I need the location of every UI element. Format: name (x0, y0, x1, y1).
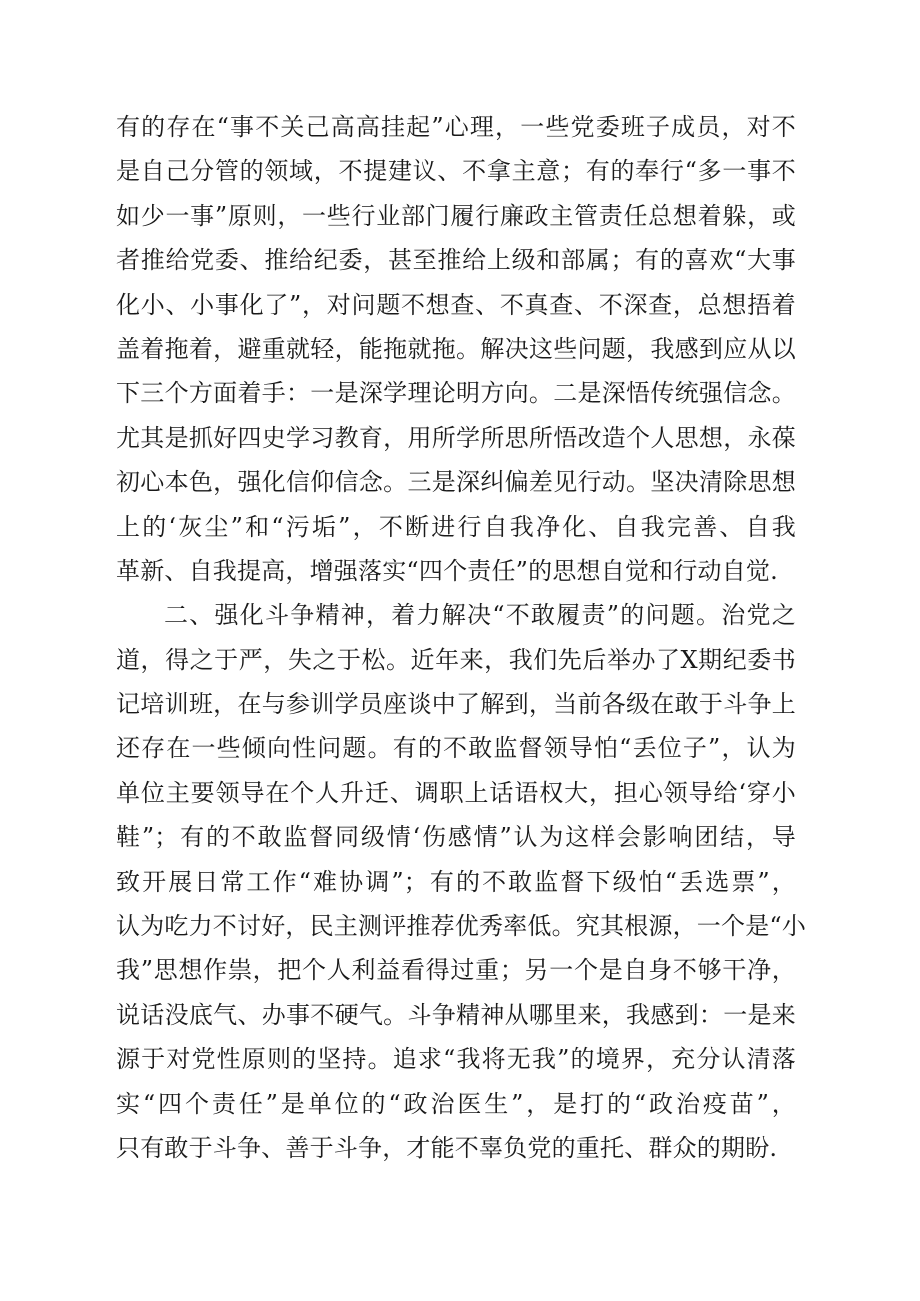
paragraph-line: 单位主要领导在个人升迁、调职上话语权大，担心领导给‘穿小 (116, 778, 796, 807)
paragraph-2 (116, 593, 807, 1170)
body-text (116, 105, 807, 1170)
paragraph-line: 实“四个责任”是单位的“政治医生”，是打的“政治疫苗”， (116, 1089, 796, 1118)
paragraph-line: 初心本色，强化信仰信念。三是深纠偏差见行动。坚决清除思想 (116, 468, 796, 497)
paragraph-line: 下三个方面着手：一是深学理论明方向。二是深悟传统强信念。 (116, 379, 796, 408)
paragraph-1 (116, 105, 796, 593)
paragraph-line: 者推给党委、推给纪委，甚至推给上级和部属；有的喜欢“大事 (116, 246, 796, 275)
paragraph-line: 说话没底气、办事不硬气。斗争精神从哪里来，我感到：一是来 (116, 1000, 796, 1029)
paragraph-line: 有的存在“事不关己高高挂起”心理，一些党委班子成员，对不 (116, 113, 796, 141)
paragraph-line: 我”思想作祟，把个人利益看得过重；另一个是自身不够干净， (116, 956, 796, 985)
paragraph-line: 革新、自我提高，增强落实“四个责任”的思想自觉和行动自觉. (116, 556, 778, 585)
paragraph-line: 认为吃力不讨好，民主测评推荐优秀率低。究其根源，一个是“小 (116, 912, 807, 941)
paragraph-line: 上的‘灰尘”和“污垢”，不断进行自我净化、自我完善、自我 (116, 512, 796, 541)
paragraph-line: 二、强化斗争精神，着力解决“不敢履责”的问题。治党之 (164, 601, 796, 630)
paragraph-line: 还存在一些倾向性问题。有的不敢监督领导怕“丢位子”，认为 (116, 734, 796, 763)
paragraph-line: 记培训班，在与参训学员座谈中了解到，当前各级在敢于斗争上 (116, 690, 796, 719)
paragraph-line: 鞋”；有的不敢监督同级情‘伤感情”认为这样会影响团结，导 (116, 823, 796, 852)
paragraph-line: 盖着拖着，避重就轻，能拖就拖。解决这些问题，我感到应从以 (116, 334, 796, 363)
paragraph-line: 道，得之于严，失之于松。近年来，我们先后举办了X期纪委书 (116, 645, 796, 674)
paragraph-line: 只有敢于斗争、善于斗争，才能不辜负党的重托、群众的期盼. (116, 1133, 778, 1162)
paragraph-line: 源于对党性原则的坚持。追求“我将无我”的境界，充分认清落 (116, 1045, 796, 1074)
paragraph-line: 如少一事”原则，一些行业部门履行廉政主管责任总想着躲，或 (116, 201, 796, 230)
paragraph-line: 尤其是抓好四史学习教育，用所学所思所悟改造个人思想，永葆 (116, 423, 796, 452)
paragraph-line: 是自己分管的领域，不提建议、不拿主意；有的奉行“多一事不 (116, 157, 796, 186)
paragraph-line: 化小、小事化了”，对问题不想查、不真查、不深查，总想捂着 (116, 290, 796, 319)
paragraph-line: 致开展日常工作“难协调”；有的不敢监督下级怕“丢选票”， (116, 867, 796, 896)
